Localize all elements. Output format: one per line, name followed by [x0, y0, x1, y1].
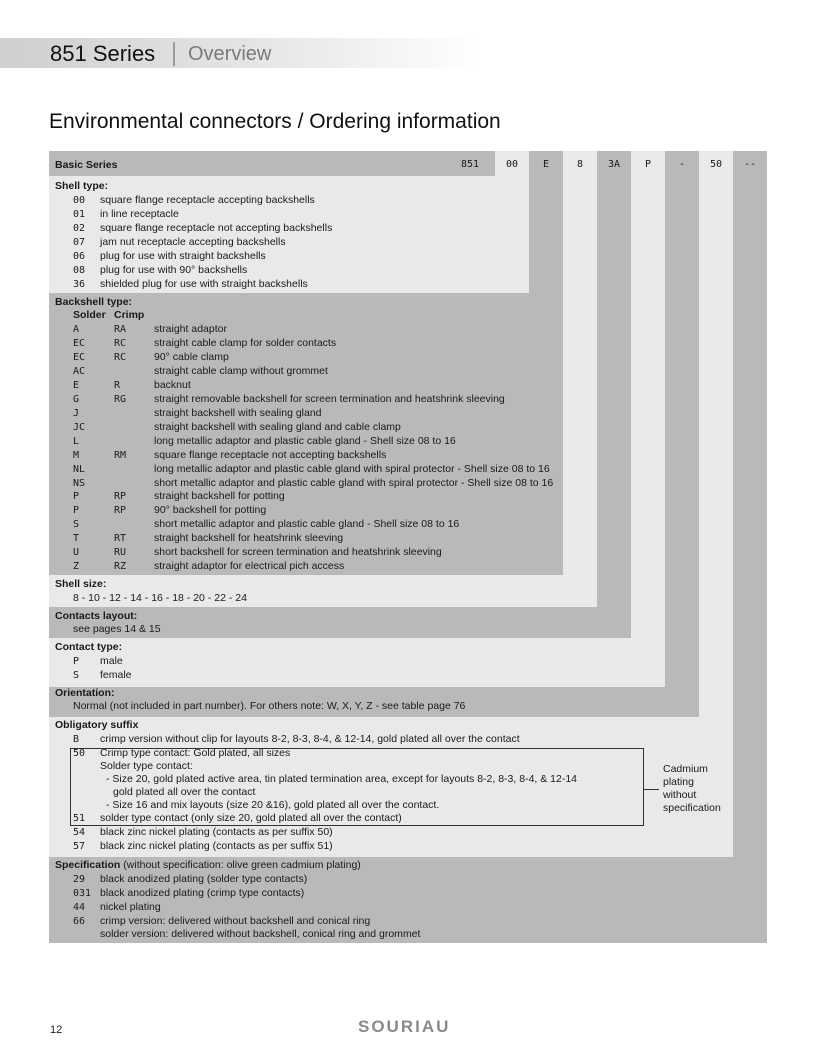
backshell-solder-code: NS [73, 478, 86, 489]
backshell-desc: straight backshell for heatshrink sleeving [154, 532, 344, 544]
backshell-desc: backnut [154, 379, 191, 391]
shell-type-code: 02 [73, 223, 86, 234]
suffix-code: 51 [73, 813, 86, 824]
backshell-crimp-code: RA [114, 324, 127, 335]
backshell-desc: 90° cable clamp [154, 351, 229, 363]
specification-label [55, 859, 361, 871]
cadmium-bracket-connector [644, 789, 659, 790]
backshell-desc: straight removable backshell for screen termination and heatshrink sleeving [154, 393, 505, 405]
suffix-50-line: - Size 16 and mix layouts (size 20 &16), gold plated all over the contact. [106, 799, 440, 811]
shell-size-values: 8 - 10 - 12 - 14 - 16 - 18 - 20 - 22 - 24 [73, 592, 247, 604]
code-backshell-type: E [542, 159, 550, 170]
backshell-solder-code: JC [73, 422, 86, 433]
specification-label-text: Specification [55, 859, 121, 871]
specification-label-note: (without specification: olive green cadmium plating) [120, 859, 361, 871]
orientation-note: Normal (not included in part number). For others note: W, X, Y, Z - see table page 76 [73, 700, 466, 712]
suffix-50-line: - Size 20, gold plated active area, tin plated termination area, except for layouts 8-2, 8-3, 8-4, & 12-14 [106, 773, 578, 785]
shell-type-desc: plug for use with straight backshells [100, 250, 266, 262]
contact-type-code: P [73, 656, 80, 667]
backshell-desc: 90° backshell for potting [154, 504, 267, 516]
spec-code: 66 [73, 916, 86, 927]
basic-series-label: Basic Series [55, 159, 118, 171]
shell-type-desc: shielded plug for use with straight backshells [100, 278, 308, 290]
backshell-solder-code: EC [73, 338, 86, 349]
backshell-desc: straight cable clamp for solder contacts [154, 337, 337, 349]
suffix-code: B [73, 734, 80, 745]
cadmium-note-line: Cadmium [663, 763, 708, 775]
contact-type-desc: male [100, 655, 123, 667]
shell-type-code: 08 [73, 265, 86, 276]
backshell-solder-code: E [73, 380, 80, 391]
code-shell-type: 00 [505, 159, 519, 170]
backshell-crimp-code: RC [114, 338, 127, 349]
backshell-solder-code: NL [73, 464, 86, 475]
backshell-desc: long metallic adaptor and plastic cable gland with spiral protector - Shell size 08 to 16 [154, 463, 550, 475]
backshell-solder-code: T [73, 533, 80, 544]
shell-type-desc: in line receptacle [100, 208, 179, 220]
backshell-crimp-code: RC [114, 352, 127, 363]
col-crimp-header: Crimp [114, 309, 145, 321]
spec-code: 29 [73, 874, 86, 885]
spec-desc: black anodized plating (solder type contacts) [100, 873, 308, 885]
backshell-crimp-code: RG [114, 394, 127, 405]
backshell-solder-code: AC [73, 366, 86, 377]
backshell-desc: straight adaptor [154, 323, 227, 335]
obligatory-suffix-label: Obligatory suffix [55, 719, 139, 731]
spec-code: 031 [73, 888, 92, 899]
code-contact-type: P [644, 159, 652, 170]
spec-desc: nickel plating [100, 901, 161, 913]
brand-logo: SOURIAU [358, 1017, 451, 1036]
section-title: Overview [188, 43, 272, 65]
backshell-desc: straight cable clamp without grommet [154, 365, 328, 377]
backshell-crimp-code: RT [114, 533, 127, 544]
backshell-crimp-code: RU [114, 547, 127, 558]
backshell-desc: straight backshell for potting [154, 490, 285, 502]
title-divider [173, 42, 175, 66]
shell-type-code: 00 [73, 195, 86, 206]
suffix-code: 57 [73, 841, 86, 852]
backshell-desc: short metallic adaptor and plastic cable gland - Shell size 08 to 16 [154, 518, 460, 530]
backshell-solder-code: A [73, 324, 80, 335]
cadmium-note-line: without [663, 789, 697, 801]
suffix-code: 50 [73, 748, 86, 759]
backshell-desc: straight adaptor for electrical pich access [154, 560, 345, 572]
shell-type-code: 36 [73, 279, 86, 290]
suffix-50-line: Solder type contact: [100, 760, 193, 772]
backshell-crimp-code: RP [114, 505, 127, 516]
orientation-label: Orientation: [55, 687, 115, 699]
code-shell-size: 8 [576, 159, 584, 170]
spec-desc: black anodized plating (crimp type contacts) [100, 887, 305, 899]
suffix-desc: crimp version without clip for layouts 8-2, 8-3, 8-4, & 12-14, gold plated all over the contact [100, 733, 520, 745]
suffix-code: 54 [73, 827, 86, 838]
code-orientation: - [678, 159, 686, 170]
shell-type-code: 01 [73, 209, 86, 220]
code-suffix: 50 [709, 159, 723, 170]
backshell-solder-code: S [73, 519, 80, 530]
backshell-solder-code: Z [73, 561, 80, 572]
shell-type-desc: plug for use with 90° backshells [100, 264, 248, 276]
code-contacts-layout: 3A [607, 159, 621, 170]
spec-code: 44 [73, 902, 86, 913]
backshell-solder-code: L [73, 436, 80, 447]
shell-size-label: Shell size: [55, 578, 107, 590]
spec-extra-line: solder version: delivered without backshell, conical ring and grommet [100, 928, 421, 940]
backshell-solder-code: U [73, 547, 80, 558]
backshell-solder-code: EC [73, 352, 86, 363]
backshell-desc: long metallic adaptor and plastic cable gland - Shell size 08 to 16 [154, 435, 456, 447]
contact-type-label: Contact type: [55, 641, 123, 653]
suffix-desc: black zinc nickel plating (contacts as per suffix 50) [100, 826, 333, 838]
backshell-crimp-code: RM [114, 450, 127, 461]
code-basic-series: 851 [460, 159, 480, 170]
suffix-desc: solder type contact (only size 20, gold plated all over the contact) [100, 812, 402, 824]
backshell-desc: square flange receptacle not accepting backshells [154, 449, 387, 461]
backshell-solder-code: P [73, 505, 80, 516]
backshell-solder-code: P [73, 491, 80, 502]
code-specification: -- [743, 159, 757, 170]
contact-type-desc: female [100, 669, 132, 681]
backshell-solder-code: J [73, 408, 80, 419]
backshell-desc: short backshell for screen termination and heatshrink sleeving [154, 546, 442, 558]
shell-type-desc: jam nut receptacle accepting backshells [100, 236, 286, 248]
cadmium-note-line: plating [663, 776, 694, 788]
backshell-desc: straight backshell with sealing gland [154, 407, 322, 419]
backshell-crimp-code: RZ [114, 561, 127, 572]
backshell-crimp-code: RP [114, 491, 127, 502]
backshell-desc: short metallic adaptor and plastic cable gland with spiral protector - Shell size 08 to 16 [154, 477, 554, 489]
suffix-desc: black zinc nickel plating (contacts as per suffix 51) [100, 840, 333, 852]
cadmium-note [663, 763, 733, 815]
contacts-layout-label: Contacts layout: [55, 610, 138, 622]
shell-type-label: Shell type: [55, 180, 109, 192]
suffix-50-line: Crimp type contact: Gold plated, all sizes [100, 747, 291, 759]
cadmium-note-line: specification [663, 802, 721, 814]
backshell-crimp-code: R [114, 380, 121, 391]
page-number: 12 [50, 1024, 63, 1036]
page-title: Environmental connectors / Ordering information [49, 110, 501, 133]
backshell-solder-code: M [73, 450, 80, 461]
col-solder-header: Solder [73, 309, 106, 321]
shell-type-desc: square flange receptacle not accepting backshells [100, 222, 333, 234]
backshell-type-label: Backshell type: [55, 296, 133, 308]
spec-desc: crimp version: delivered without backshell and conical ring [100, 915, 371, 927]
contacts-layout-note: see pages 14 & 15 [73, 623, 161, 635]
shell-type-desc: square flange receptacle accepting backshells [100, 194, 315, 206]
shell-type-code: 07 [73, 237, 86, 248]
series-title: 851 Series [50, 41, 156, 66]
backshell-solder-code: G [73, 394, 80, 405]
shell-type-code: 06 [73, 251, 86, 262]
backshell-desc: straight backshell with sealing gland and cable clamp [154, 421, 401, 433]
contact-type-code: S [73, 670, 80, 681]
suffix-50-line: gold plated all over the contact [113, 786, 256, 798]
